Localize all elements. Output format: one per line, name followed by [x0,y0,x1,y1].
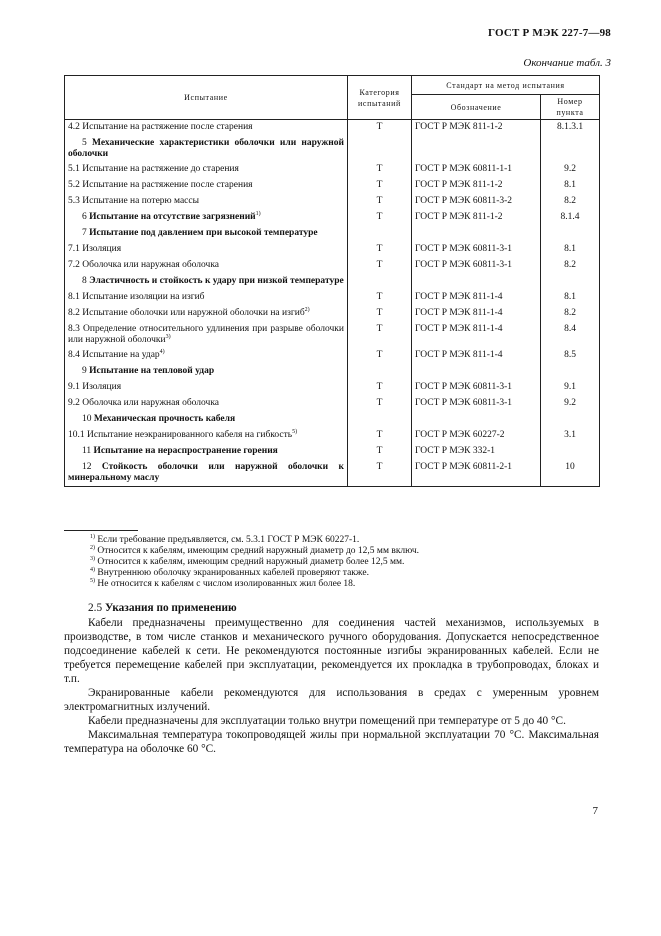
clause-cell: 9.1 [541,380,600,396]
table-row [65,290,600,306]
footnote [64,579,599,590]
table-row [65,194,600,210]
section-number: 7 [82,228,87,238]
section-title: Механические характеристики оболочки или наружной оболочки [68,138,344,159]
table-row [65,322,600,348]
table-row [65,348,600,364]
footnote-ref: 1) [255,211,261,217]
table-section-row [65,460,600,487]
table-row [65,380,600,396]
test-name: 5.3 Испытание на потерю массы [68,196,199,206]
table-row [65,258,600,274]
designation-cell: ГОСТ Р МЭК 811-1-4 [412,322,541,348]
table-body [65,120,600,487]
footnote-ref: 3) [165,334,171,340]
category-cell: Т [348,210,412,226]
designation-cell: ГОСТ Р МЭК 60811-3-1 [412,242,541,258]
footnote-mark: 2) [90,545,95,551]
section-title: Испытание под давлением при высокой температуре [89,228,318,238]
test-name-cell [65,428,348,444]
clause-cell: 8.1.4 [541,210,600,226]
section-heading [64,601,599,615]
category-cell [348,274,412,290]
designation-cell: ГОСТ Р МЭК 60227-2 [412,428,541,444]
designation-cell: ГОСТ Р МЭК 60811-3-1 [412,380,541,396]
section-title: Испытание на нераспространение горения [93,446,278,456]
footnote-mark: 3) [90,556,95,562]
test-name-cell [65,396,348,412]
section-test-cell [65,226,348,242]
section-number: 11 [82,446,92,456]
category-cell [348,412,412,428]
test-name-cell [65,178,348,194]
footnote-text: Относится к кабелям, имеющим средний наружный диаметр более 12,5 мм. [97,557,405,567]
footnote-text: Внутреннюю оболочку экранированных кабелей проверяют также. [97,568,369,578]
footnote-text: Если требование предъявляется, см. 5.3.1 ГОСТ Р МЭК 60227-1. [97,535,360,545]
section-title: Испытание на отсутствие загрязнений [89,212,256,222]
designation-cell: ГОСТ Р МЭК 811-1-2 [412,210,541,226]
test-name-cell [65,322,348,348]
paragraph: Максимальная температура токопроводящей жилы при нормальной эксплуатации 70 °С. Максимальная температура на оболочке 60 °С. [64,729,599,755]
table-row [65,306,600,322]
designation-cell [412,364,541,380]
section-test-cell [65,460,348,487]
test-name-cell [65,290,348,306]
designation-cell: ГОСТ Р МЭК 60811-3-2 [412,194,541,210]
category-cell: Т [348,348,412,364]
clause-cell: 3.1 [541,428,600,444]
footnote-mark: 4) [90,567,95,573]
category-cell: Т [348,460,412,487]
table-section-row [65,210,600,226]
section-test-cell [65,412,348,428]
clause-cell: 8.2 [541,258,600,274]
paragraph: Кабели предназначены преимущественно для соединения частей механизмов, используемых в производстве, в том числе станков и механического ручного оборудования. Допускается непосредственное подсоединение кабелей к сети. Не рекомендуются постоянные изгибы экранированных кабелей. Если не требуется перемещение кабелей при эксплуатации, рекомендуется их прокладка в трубопроводах, блоках и т.п. [64,617,599,685]
clause-cell: 8.4 [541,322,600,348]
test-name: 10.1 Испытание неэкранированного кабеля на гибкость [68,430,293,440]
footnote [64,557,599,568]
footnote-ref: 4) [159,349,165,355]
category-cell: Т [348,162,412,178]
clause-cell [541,274,600,290]
footnote-ref: 2) [304,307,310,313]
footnote-ref: 5) [292,429,298,435]
table-row [65,428,600,444]
designation-cell [412,412,541,428]
footnote [64,546,599,557]
designation-cell: ГОСТ Р МЭК 811-1-4 [412,290,541,306]
section-number: 10 [82,414,92,424]
footnote [64,568,599,579]
category-cell: Т [348,194,412,210]
clause-cell [541,136,600,162]
designation-cell: ГОСТ Р МЭК 811-1-4 [412,348,541,364]
table-section-row [65,274,600,290]
table-section-row [65,226,600,242]
table-row [65,120,600,137]
document-header: ГОСТ Р МЭК 227-7—98 [488,27,611,39]
category-cell: Т [348,290,412,306]
table-section-row [65,444,600,460]
category-cell: Т [348,258,412,274]
paragraph: Кабели предназначены для эксплуатации только внутри помещений при температуре от 5 до 40 °С. [88,715,566,727]
header-standard: Стандарт на метод испытания [412,76,600,95]
clause-cell [541,226,600,242]
section-title: Указания по применению [104,602,237,614]
header-category: Категория испытаний [348,76,412,120]
designation-cell: ГОСТ Р МЭК 811-1-2 [412,178,541,194]
footnotes [64,535,599,590]
clause-cell: 8.1 [541,242,600,258]
test-name: 4.2 Испытание на растяжение после старения [68,122,253,132]
clause-cell: 8.2 [541,306,600,322]
table-section-row [65,136,600,162]
designation-cell: ГОСТ Р МЭК 811-1-2 [412,120,541,137]
header-clause: Номер пункта [541,95,600,120]
designation-cell: ГОСТ Р МЭК 60811-3-1 [412,396,541,412]
test-name: 5.2 Испытание на растяжение после старения [68,180,253,190]
table-section-row [65,364,600,380]
table-row [65,178,600,194]
test-name: 8.2 Испытание оболочки или наружной оболочки на изгиб [68,308,305,318]
test-name-cell [65,348,348,364]
footnote-text: Относится к кабелям, имеющим средний наружный диаметр до 12,5 мм включ. [97,546,420,556]
test-name: 9.1 Изоляция [68,382,122,392]
category-cell: Т [348,242,412,258]
paragraph: Экранированные кабели рекомендуются для использования в средах с умеренным уровнем электромагнитных излучений. [64,687,599,713]
category-cell: Т [348,120,412,137]
footnote [64,535,599,546]
clause-cell [541,364,600,380]
clause-cell: 8.5 [541,348,600,364]
category-cell: Т [348,396,412,412]
category-cell [348,226,412,242]
designation-cell: ГОСТ Р МЭК 60811-2-1 [412,460,541,487]
section-title: Механическая прочность кабеля [93,414,236,424]
test-name: 8.4 Испытание на удар [68,350,160,360]
header-test: Испытание [65,76,348,120]
clause-cell: 9.2 [541,162,600,178]
table-caption: Окончание табл. 3 [523,57,611,69]
category-cell [348,136,412,162]
section-number: 6 [82,212,87,222]
clause-cell: 9.2 [541,396,600,412]
section-test-cell [65,364,348,380]
category-cell: Т [348,428,412,444]
section-title: Стойкость оболочки или наружной оболочки к минеральному маслу [68,462,344,483]
test-name: 7.2 Оболочка или наружная оболочка [68,260,220,270]
clause-cell: 8.2 [541,194,600,210]
test-name-cell [65,120,348,137]
test-name-cell [65,242,348,258]
clause-cell: 10 [541,460,600,487]
section-test-cell [65,210,348,226]
clause-cell: 8.1 [541,178,600,194]
footnote-mark: 1) [90,534,95,540]
designation-cell: ГОСТ Р МЭК 332-1 [412,444,541,460]
test-name-cell [65,306,348,322]
designation-cell [412,226,541,242]
section-test-cell [65,136,348,162]
table-row [65,242,600,258]
section-number: 8 [82,276,87,286]
clause-cell [541,412,600,428]
test-name-cell [65,162,348,178]
category-cell: Т [348,380,412,396]
section-number: 5 [82,138,87,148]
section-number: 9 [82,366,87,376]
designation-cell: ГОСТ Р МЭК 60811-1-1 [412,162,541,178]
footnote-divider [64,530,138,531]
section-2-5 [64,601,599,756]
category-cell [348,364,412,380]
table-section-row [65,412,600,428]
test-name-cell [65,380,348,396]
category-cell: Т [348,178,412,194]
footnote-text: Не относится к кабелям с числом изолированных жил более 18. [97,579,356,589]
test-name: 7.1 Изоляция [68,244,122,254]
page-number: 7 [592,805,598,817]
test-name-cell [65,258,348,274]
clause-cell: 8.1.3.1 [541,120,600,137]
test-name: 9.2 Оболочка или наружная оболочка [68,398,220,408]
test-name: 8.3 Определение относительного удлинения при разрыве оболочки или наружной оболочки [68,324,344,345]
section-title: Испытание на тепловой удар [89,366,215,376]
category-cell: Т [348,306,412,322]
clause-cell: 8.1 [541,290,600,306]
section-test-cell [65,444,348,460]
test-name-cell [65,194,348,210]
section-test-cell [65,274,348,290]
clause-cell [541,444,600,460]
test-name: 5.1 Испытание на растяжение до старения [68,164,239,174]
section-number: 12 [82,462,92,472]
category-cell: Т [348,322,412,348]
test-name: 8.1 Испытание изоляции на изгиб [68,292,205,302]
category-cell: Т [348,444,412,460]
table-row [65,162,600,178]
designation-cell [412,274,541,290]
section-title: Эластичность и стойкость к удару при низкой температуре [89,276,344,286]
test-methods-table [64,75,600,487]
header-designation: Обозначение [412,95,541,120]
designation-cell: ГОСТ Р МЭК 60811-3-1 [412,258,541,274]
designation-cell [412,136,541,162]
table-row [65,396,600,412]
footnote-mark: 5) [90,578,95,584]
section-number: 2.5 [88,602,103,614]
designation-cell: ГОСТ Р МЭК 811-1-4 [412,306,541,322]
